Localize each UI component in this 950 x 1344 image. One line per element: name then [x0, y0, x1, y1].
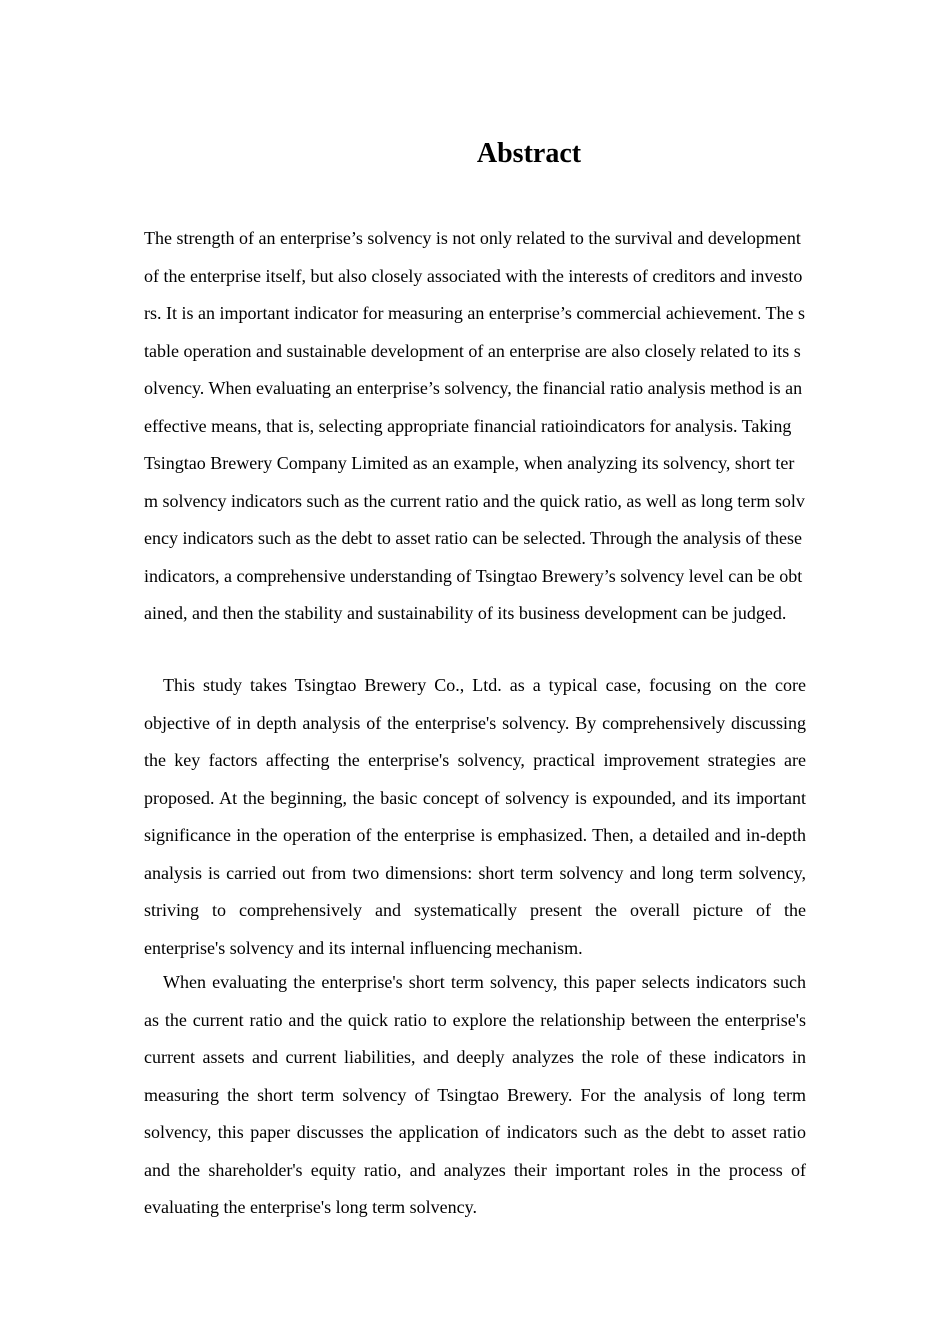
- abstract-title: Abstract: [476, 138, 582, 169]
- abstract-paragraph-1: The strength of an enterprise’s solvency is not only related to the survival and development of the enterprise itself, but also closely associated with the interests of creditors and investors. It is an important indicator for measuring an enterprise’s commercial achievement. The stable operation and sustainable development of an enterprise are also closely related to its solvency. When evaluating an enterprise’s solvency, the financial ratio analysis method is an effective means, that is, selecting appropriate financial ratioindicators for analysis. Taking Tsingtao Brewery Company Limited as an example, when analyzing its solvency, short term solvency indicators such as the current ratio and the quick ratio, as well as long term solvency indicators such as the debt to asset ratio can be selected. Through the analysis of these indicators, a comprehensive understanding of Tsingtao Brewery’s solvency level can be obtained, and then the stability and sustainability of its business development can be judged.: [144, 228, 805, 623]
- abstract-paragraph-3: When evaluating the enterprise's short term solvency, this paper selects indicators such as the current ratio and the quick ratio to explore the relationship between the enterprise's current assets and current liabilities, and deeply analyzes the role of these indicators in measuring the short term solvency of Tsingtao Brewery. For the analysis of long term solvency, this paper discusses the application of indicators such as the debt to asset ratio and the shareholder's equity ratio, and analyzes their important roles in the process of evaluating the enterprise's long term solvency.: [144, 972, 806, 1217]
- abstract-paragraph-2: This study takes Tsingtao Brewery Co., Ltd. as a typical case, focusing on the core objective of in depth analysis of the enterprise's solvency. By comprehensively discussing the key factors affecting the enterprise's solvency, practical improvement strategies are proposed. At the beginning, the basic concept of solvency is expounded, and its important significance in the operation of the enterprise is emphasized. Then, a detailed and in-depth analysis is carried out from two dimensions: short term solvency and long term solvency, striving to comprehensively and systematically present the overall picture of the enterprise's solvency and its internal influencing mechanism.: [144, 675, 806, 958]
